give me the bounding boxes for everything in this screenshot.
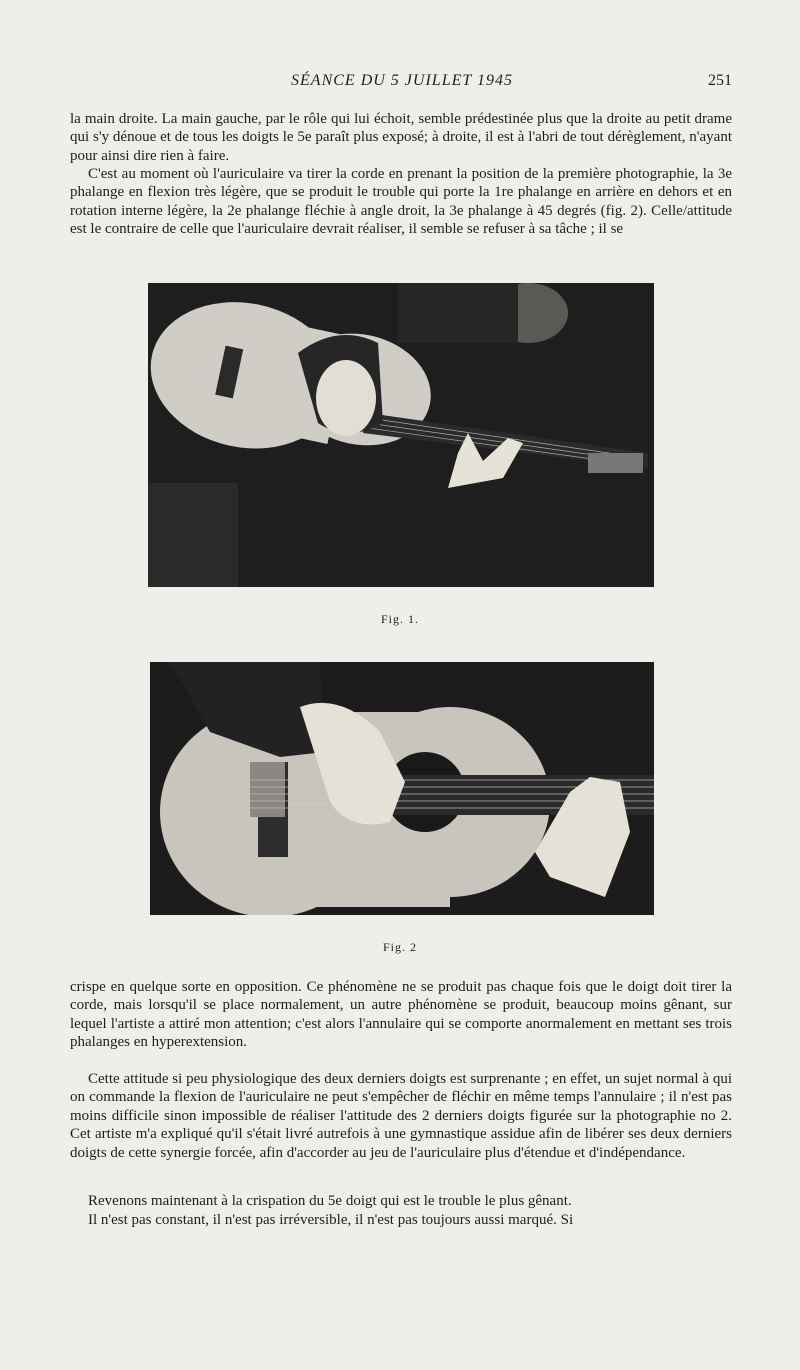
paragraph-bottom-2: Cette attitude si peu physiologique des deux derniers doigts est surprenante ; en effet, un sujet normal à qui on commande la flexion de l'auriculaire ne peut s'empêcher de fléchir en même temps l'annulaire ; il n'est pas moins difficile sinon impossible de réaliser l'attitude des 2 derniers doigts figurée sur la photographie no 2. Cet artiste m'a expliqué qu'il s'était livré autrefois à une gymnastique assidue afin de libérer ses deux derniers doigts de cette synergie forcée, afin d'accorder au jeu de l'auriculaire plus d'étendue et d'indépendance.: [70, 1071, 732, 1161]
figure-1-caption: Fig. 1.: [380, 612, 419, 626]
running-head-title: SÉANCE DU 5 JUILLET 1945: [291, 72, 513, 89]
paragraph-bottom-3: Revenons maintenant à la crispation du 5e doigt qui est le trouble le plus gênant.: [88, 1193, 572, 1209]
paragraph-top-1: la main droite. La main gauche, par le rôle qui lui échoit, semble prédestinée plus que la droite au petit drame qui s'y dénoue et de tous les doigts le 5e paraît plus exposé; à droite, il est à l'abri de tout dérèglement, n'ayant pour ainsi dire rien à faire.: [70, 111, 732, 164]
figure-2-caption: Fig. 2: [382, 940, 417, 954]
paragraph-bottom-4: Il n'est pas constant, il n'est pas irréversible, il n'est pas toujours aussi marqué. Si: [88, 1212, 574, 1228]
page-number: 251: [708, 72, 732, 89]
running-head: [72, 72, 732, 94]
figure-1-photo: [148, 283, 654, 587]
figure-2-photo: [150, 662, 654, 915]
paragraph-bottom-1: crispe en quelque sorte en opposition. Ce phénomène ne se produit pas chaque fois que le doigt doit tirer la corde, mais lorsqu'il se place normalement, un autre phénomène se produit, beaucoup moins gênant, sur lequel l'artiste a attiré mon attention; c'est alors l'annulaire qui se comporte anormalement en mettant ses trois phalanges en hyperextension.: [70, 979, 732, 1051]
paragraph-top-2: C'est au moment où l'auriculaire va tirer la corde en prenant la position de la première photographie, la 3e phalange en flexion très légère, que se produit le trouble qui porte la 1re phalange en arrière en dehors et en rotation interne légère, la 2e phalange fléchie à angle droit, la 3e phalange à 45 degrés (fig. 2). Celle/attitude est le contraire de celle que l'auriculaire devrait réaliser, il semble se refuser à sa tâche ; il se: [70, 166, 732, 238]
